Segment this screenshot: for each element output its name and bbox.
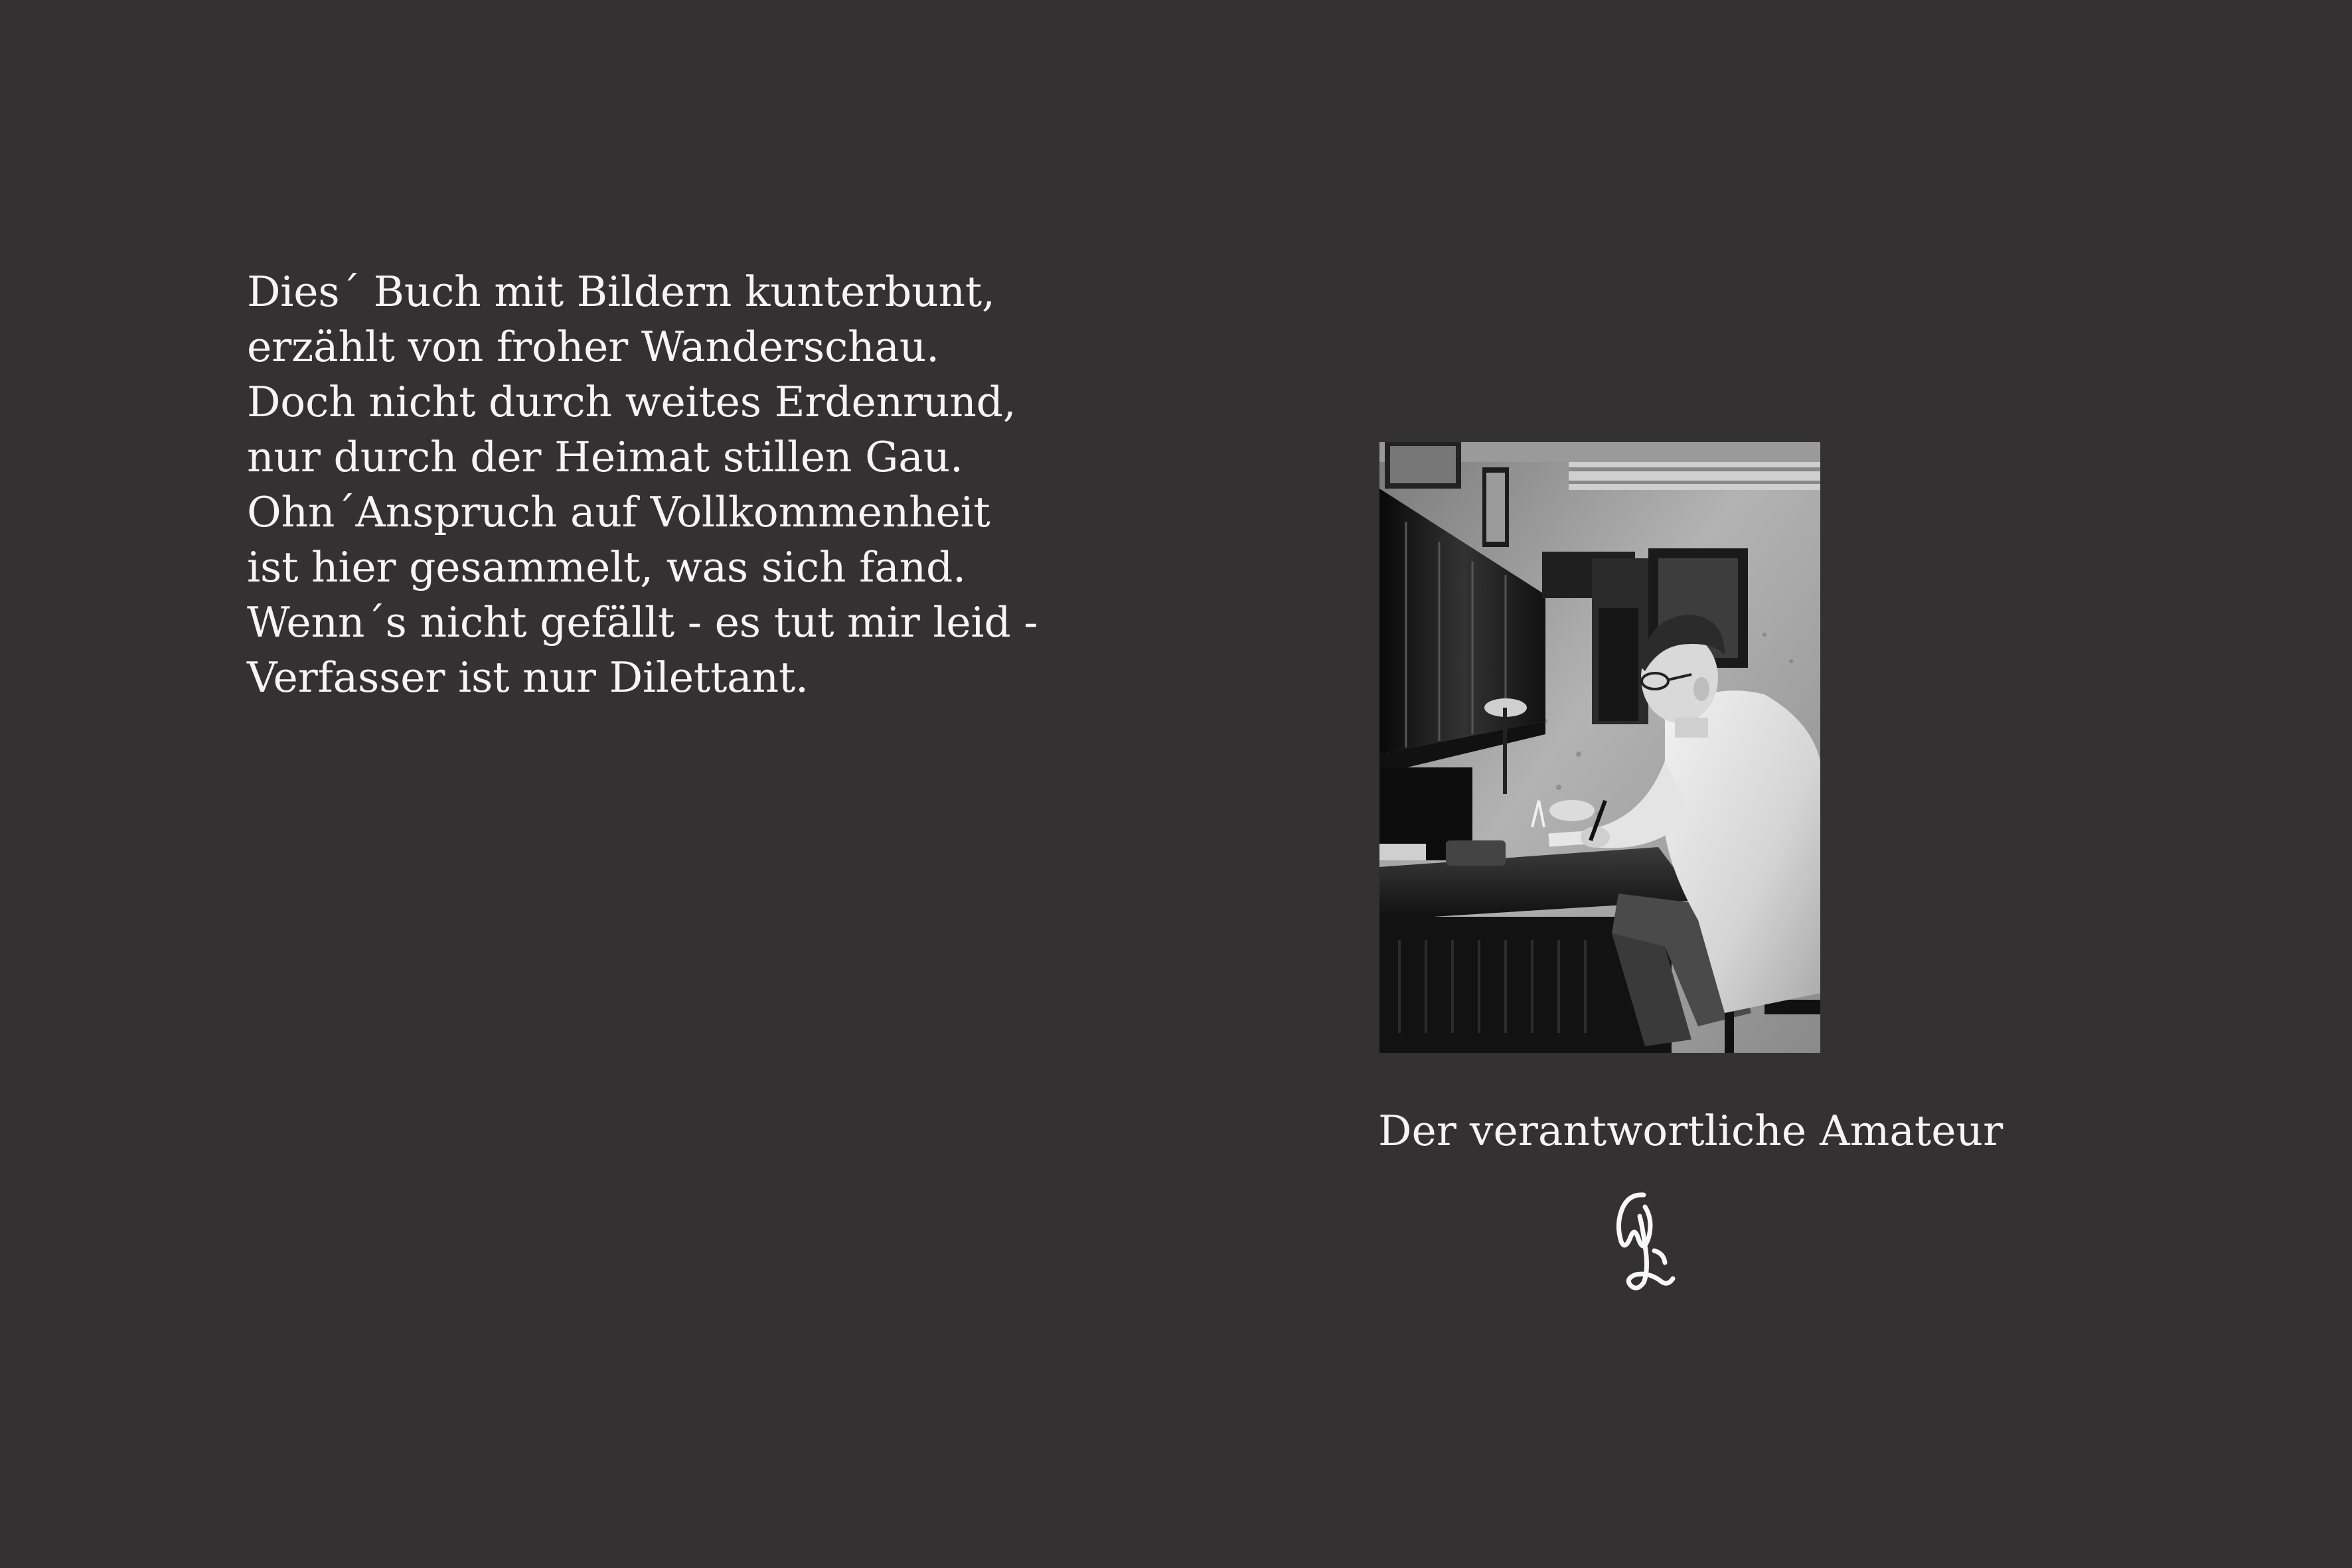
photo-caption: Der verantwortliche Amateur — [1378, 1107, 2003, 1155]
author-monogram-signature — [1605, 1190, 1678, 1296]
dedication-poem — [247, 264, 1044, 705]
poem-line-6: ist hier gesammelt, was sich fand. — [247, 543, 966, 591]
author-portrait-photo — [1379, 442, 1820, 1053]
author-at-desk-image — [1379, 442, 1820, 1053]
poem-line-5: Ohn´Anspruch auf Vollkommenheit — [247, 488, 990, 536]
poem-line-2: erzählt von froher Wanderschau. — [247, 323, 939, 371]
poem-line-1: Dies´ Buch mit Bildern kunterbunt, — [247, 268, 995, 316]
signature-monogram-mark — [1605, 1190, 1678, 1296]
poem-line-7: Wenn´s nicht gefällt - es tut mir leid - — [247, 598, 1038, 647]
poem-line-4: nur durch der Heimat stillen Gau. — [247, 433, 963, 481]
poem-line-3: Doch nicht durch weites Erdenrund, — [247, 378, 1016, 426]
poem-line-8: Verfasser ist nur Dilettant. — [247, 653, 809, 702]
